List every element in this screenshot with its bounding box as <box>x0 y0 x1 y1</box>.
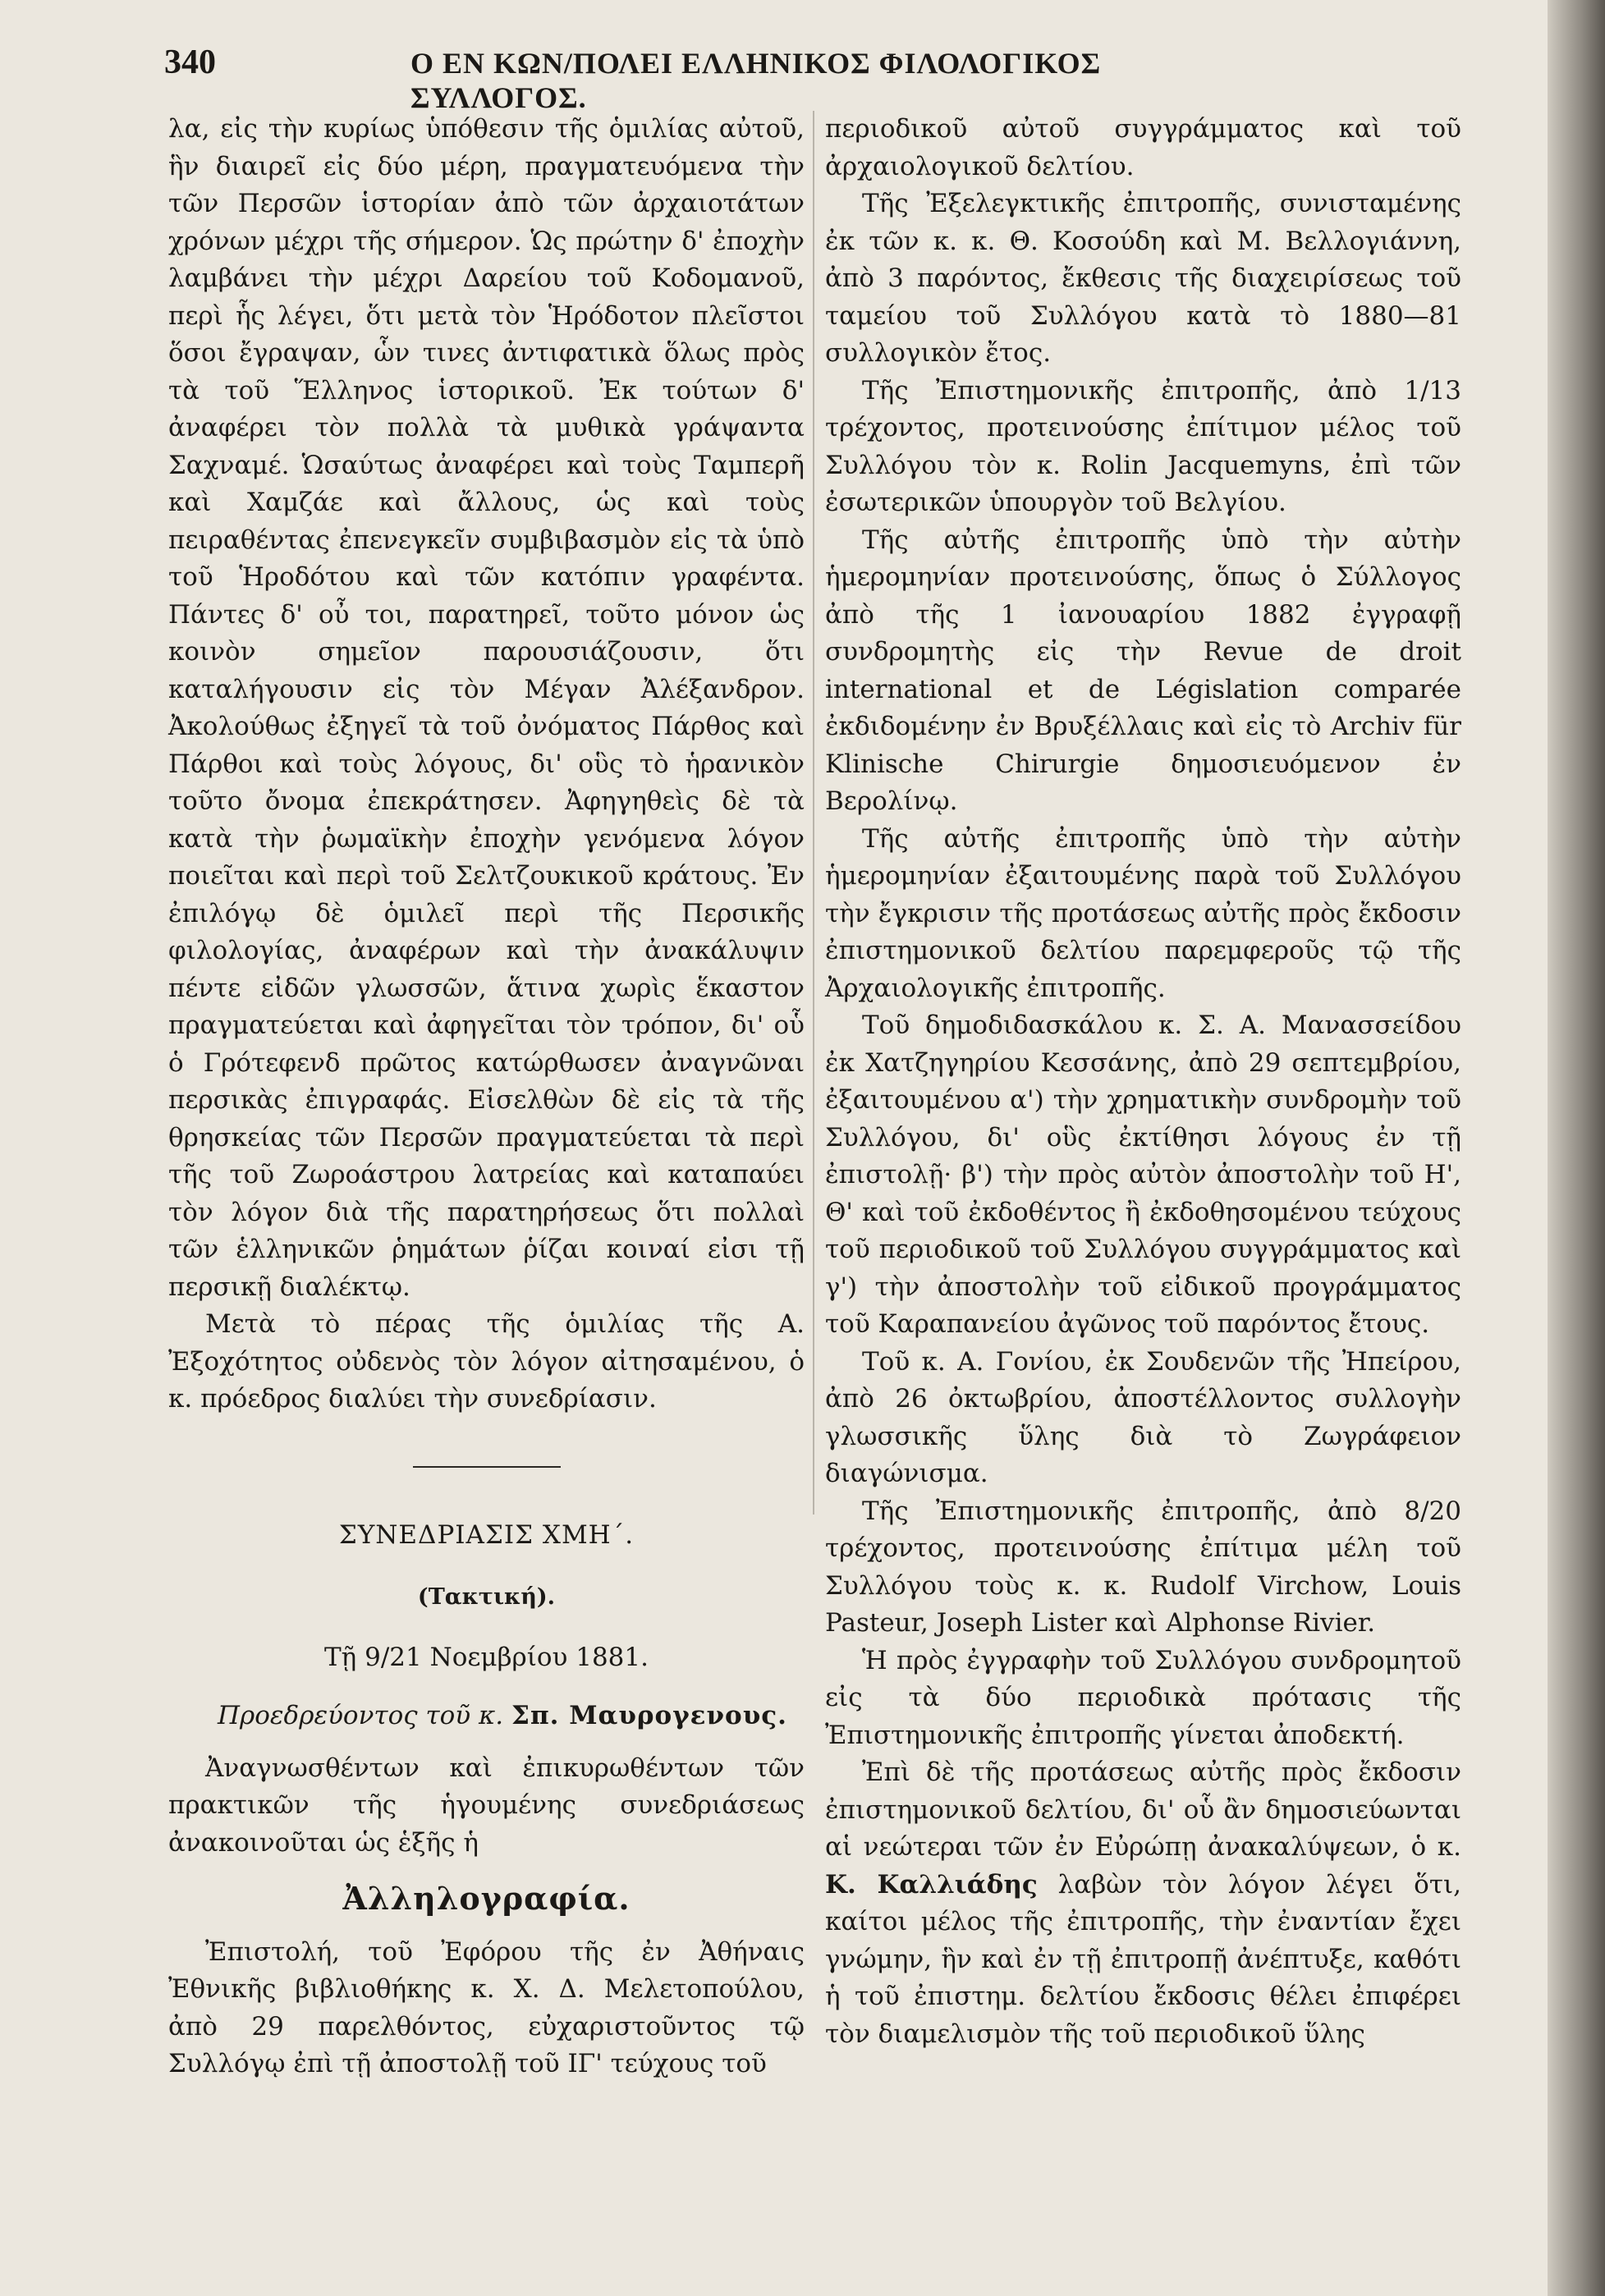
presiding-name: Σπ. Μαυρογενους. <box>511 1701 787 1730</box>
column-divider <box>813 111 814 1515</box>
running-head: Ο ΕΝ ΚΩΝ/ΠΟΛΕΙ ΕΛΛΗΝΙΚΟΣ ΦΙΛΟΛΟΓΙΚΟΣ ΣΥΛΛΟΓΟΣ. <box>410 47 1102 114</box>
paragraph-r5: Τῆς αὐτῆς ἐπιτροπῆς ὑπὸ τὴν αὐτὴν ἡμερομηνίαν ἐξαιτουμένης παρὰ τοῦ Συλλόγου τὴν ἔγκρισιν τῆς προτάσεως αὐτῆς πρὸς ἔκδοσιν ἐπιστημονικοῦ δελτίου παρεμφεροῦς τῷ τῆς Ἀρχαιολογικῆς ἐπιτροπῆς. <box>825 823 1461 1003</box>
paragraph-r10 <box>825 1754 1461 2053</box>
paragraph-r7: Τοῦ κ. Α. Γονίου, ἐκ Σουδενῶν τῆς Ἠπείρου, ἀπὸ 26 ὀκτωβρίου, ἀποστέλλοντος συλλογὴν γλωσσικῆς ὕλης διὰ τὸ Ζωγράφειον διαγώνισμα. <box>825 1346 1461 1488</box>
r10-name: Κ. Καλλιάδης <box>825 1869 1038 1900</box>
paragraph-r8: Τῆς Ἐπιστημονικῆς ἐπιτροπῆς, ἀπὸ 8/20 τρέχοντος, προτεινούσης ἐπίτιμα μέλη τοῦ Συλλόγου τοὺς κ. κ. Rudolf Virchow, Louis Pasteur, Joseph Lister καὶ Alphonse Rivier. <box>825 1496 1461 1638</box>
r10-suffix: λαβὼν τὸν λόγον λέγει ὅτι, καίτοι μέλος τῆς ἐπιτροπῆς, τὴν ἐναντίαν ἔχει γνώμην, ἣν καὶ ἐν τῇ ἐπιτροπῇ ἀνέπτυξε, καθότι ἡ τοῦ ἐπιστημ. δελτίου ἔκδοσις θέλει ἐπιφέρει τὸν διαμελισμὸν τῆς τοῦ περιοδικοῦ ὕλης <box>825 1869 1462 2049</box>
right-column <box>825 111 1461 2053</box>
session-date: Τῇ 9/21 Νοεμβρίου 1881. <box>324 1642 649 1672</box>
paragraph-r4: Τῆς αὐτῆς ἐπιτροπῆς ὑπὸ τὴν αὐτὴν ἡμερομηνίαν προτεινούσης, ὅπως ὁ Σύλλογος ἀπὸ τῆς 1 ἰανουαρίου 1882 ἐγγραφῇ συνδρομητὴς εἰς τὴν Revue de droit international et de Législation comparée ἐκδιδομένην ἐν Βρυξέλλαις καὶ εἰς τὸ Archiv für Klinische Chirurgie δημοσιευόμενον ἐν Βερολίνῳ. <box>825 525 1461 816</box>
section-title: ΣΥΝΕΔΡΙΑΣΙΣ ΧΜΗ΄. <box>338 1519 635 1550</box>
paragraph-r9: Ἡ πρὸς ἐγγραφὴν τοῦ Συλλόγου συνδρομητοῦ εἰς τὰ δύο περιοδικὰ πρότασις τῆς Ἐπιστημονικῆς ἐπιτροπῆς γίνεται ἀποδεκτή. <box>825 1645 1461 1750</box>
section-separator <box>413 1466 561 1468</box>
paragraph-r1: περιοδικοῦ αὐτοῦ συγγράμματος καὶ τοῦ ἀρχαιολογικοῦ δελτίου. <box>825 114 1461 181</box>
presiding-line <box>168 1698 805 1735</box>
presiding-prefix: Προεδρεύοντος τοῦ κ. <box>218 1701 504 1730</box>
paragraph-lecture-summary: λα, εἰς τὴν κυρίως ὑπόθεσιν τῆς ὁμιλίας αὐτοῦ, ἣν διαιρεῖ εἰς δύο μέρη, πραγματευόμενα τὴν τῶν Περσῶν ἱστορίαν ἀπὸ τῶν ἀρχαιοτάτων χρόνων μέχρι τῆς σήμερον. Ὡς πρώτην δ' ἐποχὴν λαμβάνει τὴν μέχρι Δαρείου τοῦ Κοδομανοῦ, περὶ ἧς λέγει, ὅτι μετὰ τὸν Ἡρόδοτον πλεῖστοι ὅσοι ἔγραψαν, ὧν τινες ἀντιφατικὰ ὅλως πρὸς τὰ τοῦ Ἕλληνος ἱστορικοῦ. Ἐκ τούτων δ' ἀναφέρει τὸν πολλὰ τὰ μυθικὰ γράψαντα Σαχναμέ. Ὡσαύτως ἀναφέρει καὶ τοὺς Ταμπερῆ καὶ Χαμζάε καὶ ἄλλους, ὡς καὶ τοὺς πειραθέντας ἐπενεγκεῖν συμβιβασμὸν εἰς τὰ ὑπὸ τοῦ Ἡροδότου καὶ τῶν κατόπιν γραφέντα. Πάντες δ' οὖ τοι, παρατηρεῖ, τοῦτο μόνον ὡς κοινὸν σημεῖον παρουσιάζουσιν, ὅτι καταλήγουσιν εἰς τὸν Μέγαν Ἀλέξανδρον. Ἀκολούθως ἐξηγεῖ τὰ τοῦ ὀνόματος Πάρθος καὶ Πάρθοι καὶ τοὺς λόγους, δι' οὓς τὸ ἡρανικὸν τοῦτο ὄνομα ἐπεκράτησεν. Ἀφηγηθεὶς δὲ τὰ κατὰ τὴν ῥωμαϊκὴν ἐποχὴν γενόμενα λόγον ποιεῖται καὶ περὶ τοῦ Σελτζουκικοῦ κράτους. Ἐν ἐπιλόγῳ δὲ ὁμιλεῖ περὶ τῆς Περσικῆς φιλολογίας, ἀναφέρων καὶ τὴν ἀνακάλυψιν πέντε εἰδῶν γλωσσῶν, ἅτινα χωρὶς ἕκαστον πραγματεύεται καὶ ἀφηγεῖται τὸν τρόπον, δι' οὗ ὁ Γρότεφενδ πρῶτος κατώρθωσεν ἀναγνῶναι περσικὰς ἐπιγραφάς. Εἰσελθὼν δὲ εἰς τὰ τῆς θρησκείας τῶν Περσῶν πραγματεύεται τὰ περὶ τῆς τοῦ Ζωροάστρου λατρείας καὶ καταπαύει τὸν λόγον διὰ τῆς παρατηρήσεως ὅτι πολλαὶ τῶν ἑλληνικῶν ῥημάτων ῥίζαι κοιναί εἰσι τῇ περσικῇ διαλέκτῳ. <box>168 114 805 1302</box>
paragraph-letter-ephor: Ἐπιστολή, τοῦ Ἐφόρου τῆς ἐν Ἀθήναις Ἐθνικῆς βιβλιοθήκης κ. Χ. Δ. Μελετοπούλου, ἀπὸ 29 παρελθόντος, εὐχαριστοῦντος τῷ Συλλόγῳ ἐπὶ τῇ ἀποστολῇ τοῦ ΙΓ' τεύχους τοῦ <box>168 1936 805 2078</box>
paragraph-r3: Τῆς Ἐπιστημονικῆς ἐπιτροπῆς, ἀπὸ 1/13 τρέχοντος, προτεινούσης ἐπίτιμον μέλος τοῦ Συλλόγου τὸν κ. Rolin Jacquemyns, ἐπὶ τῶν ἐσωτερικῶν ὑπουργὸν τοῦ Βελγίου. <box>825 375 1461 517</box>
paragraph-r2: Τῆς Ἐξελεγκτικῆς ἐπιτροπῆς, συνισταμένης ἐκ τῶν κ. κ. Θ. Κοσούδη καὶ Μ. Βελλογιάννη, ἀπὸ 3 παρόντος, ἔκθεσις τῆς διαχειρίσεως τοῦ ταμείου τοῦ Συλλόγου κατὰ τὸ 1880—81 συλλογικὸν ἔτος. <box>825 189 1461 368</box>
scan-edge-shadow <box>1548 0 1605 2296</box>
left-column <box>168 111 805 2083</box>
paragraph-minutes: Ἀναγνωσθέντων καὶ ἐπικυρωθέντων τῶν πρακτικῶν τῆς ἡγουμένης συνεδριάσεως ἀνακοινοῦται ὡς ἑξῆς ἡ <box>168 1753 805 1858</box>
paragraph-session-close: Μετὰ τὸ πέρας τῆς ὁμιλίας τῆς Α. Ἐξοχότητος οὐδενὸς τὸν λόγον αἰτησαμένου, ὁ κ. πρόεδρος διαλύει τὴν συνεδρίασιν. <box>168 1309 805 1414</box>
page-number: 340 <box>164 44 216 81</box>
section-subtitle: (Τακτική). <box>417 1584 556 1610</box>
page-header <box>164 43 1240 114</box>
r10-prefix: Ἐπὶ δὲ τῆς προτάσεως αὐτῆς πρὸς ἔκδοσιν ἐπιστημονικοῦ δελτίου, δι' οὗ ἂν δημοσιεύωνται αἱ νεώτεραι τῶν ἐν Εὐρώπῃ ἀνακαλύψεων, ὁ κ. <box>825 1758 1461 1862</box>
paragraph-r6: Τοῦ δημοδιδασκάλου κ. Σ. Α. Μανασσείδου ἐκ Χατζηγηρίου Κεσσάνης, ἀπὸ 29 σεπτεμβρίου, ἐξαιτουμένου α') τὴν χρηματικὴν συνδρομὴν τοῦ Συλλόγου, δι' οὓς ἐκτίθησι λόγους ἐν τῇ ἐπιστολῇ· β') τὴν πρὸς αὐτὸν ἀποστολὴν τοῦ Η', Θ' καὶ τοῦ ἐκδοθέντος ἢ ἐκδοθησομένου τεύχους τοῦ περιοδικοῦ τοῦ Συλλόγου συγγράμματος καὶ γ') τὴν ἀποστολὴν τοῦ εἰδικοῦ προγράμματος τοῦ Καραπανείου ἀγῶνος τοῦ παρόντος ἔτους. <box>825 1011 1461 1339</box>
correspondence-heading: Ἀλληλογραφία. <box>342 1880 631 1917</box>
